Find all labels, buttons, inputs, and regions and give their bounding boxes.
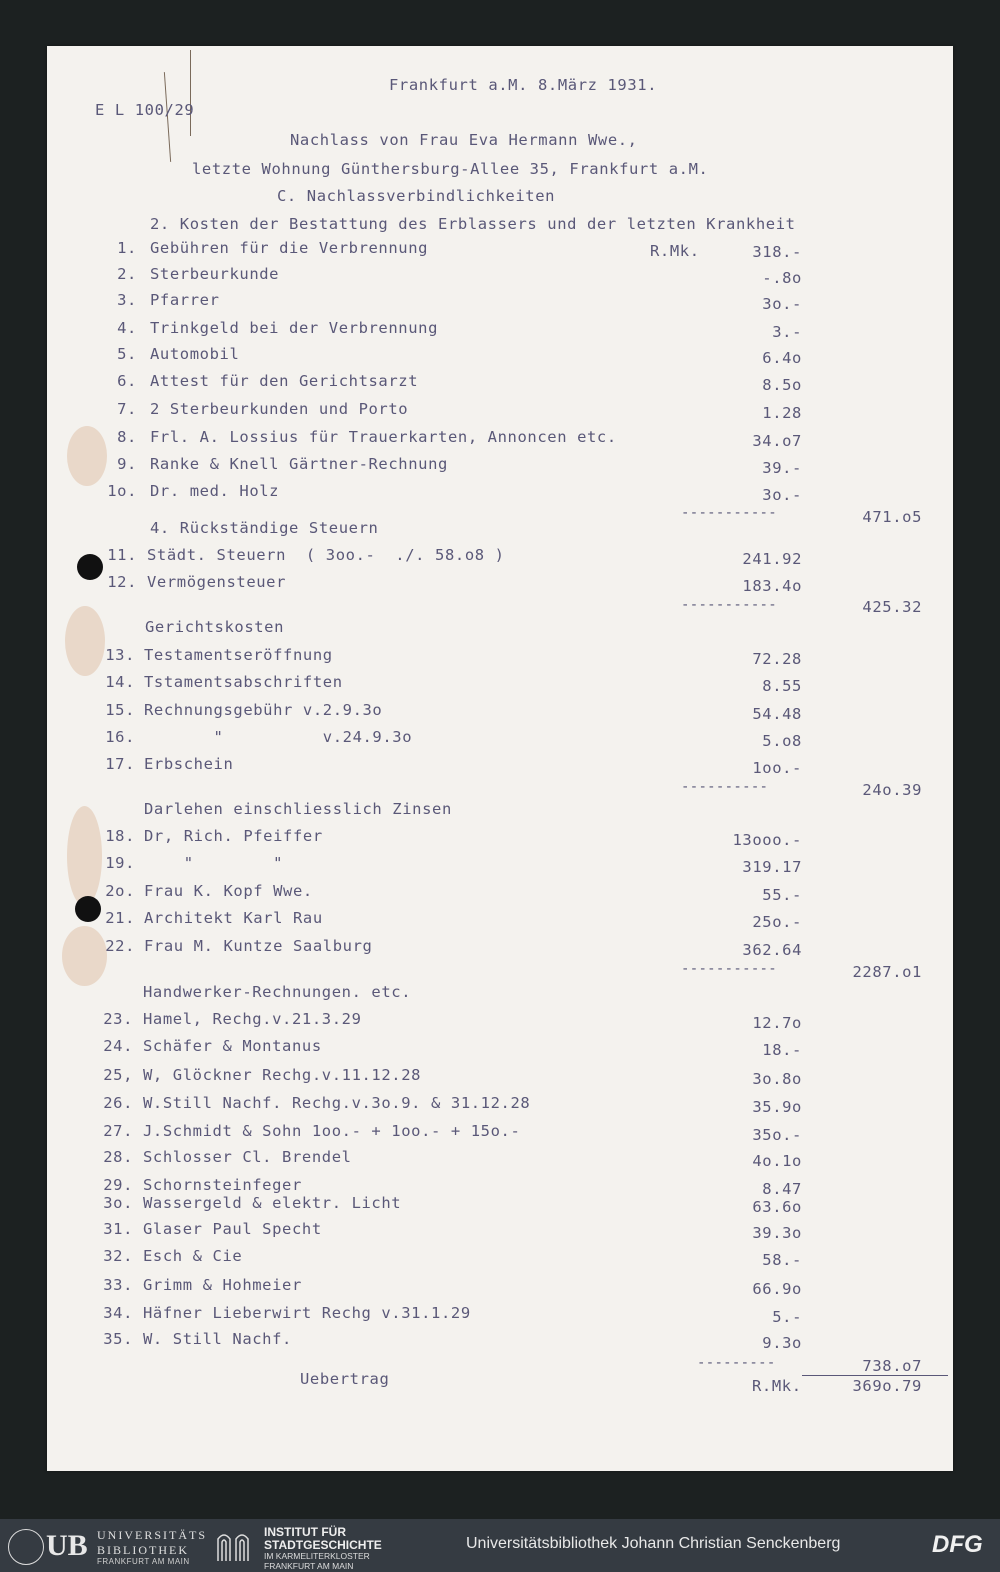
- row-description: Testamentseröffnung: [144, 646, 333, 664]
- row-amount: 3o.-: [762, 486, 802, 504]
- subtotal: 425.32: [862, 598, 922, 616]
- row-amount: 55.-: [762, 886, 802, 904]
- subsection-heading: 2. Kosten der Bestattung des Erblassers und der letzten Krankheit: [150, 215, 796, 233]
- row-amount: 241.92: [742, 550, 802, 568]
- row-description: Schäfer & Montanus: [143, 1037, 322, 1055]
- transfer-currency: R.Mk.: [752, 1377, 802, 1395]
- row-number: 7.: [117, 400, 137, 418]
- row-description: Frl. A. Lossius für Trauerkarten, Annoncen etc.: [150, 428, 617, 446]
- row-number: 2.: [117, 265, 137, 283]
- row-description: Ranke & Knell Gärtner-Rechnung: [150, 455, 448, 473]
- ub-name-1: UNIVERSITÄTS: [97, 1528, 207, 1542]
- row-number: 6.: [117, 372, 137, 390]
- row-description: Sterbeurkunde: [150, 265, 280, 283]
- row-amount: 362.64: [742, 941, 802, 959]
- institute-name-2: STADTGESCHICHTE: [264, 1538, 382, 1552]
- row-description: Pfarrer: [150, 291, 220, 309]
- row-amount: 35.9o: [752, 1098, 802, 1116]
- row-amount: 18.-: [762, 1041, 802, 1059]
- institute-logo-icon: [214, 1529, 254, 1563]
- row-amount: 25o.-: [752, 913, 802, 931]
- row-amount: 13ooo.-: [732, 831, 802, 849]
- row-number: 33.: [103, 1276, 133, 1294]
- subtotal: 24o.39: [862, 781, 922, 799]
- row-number: 31.: [103, 1220, 133, 1238]
- row-description: " v.24.9.3o: [144, 728, 413, 746]
- row-amount: 8.5o: [762, 376, 802, 394]
- row-number: 11.: [107, 546, 137, 564]
- row-number: 2o.: [105, 882, 135, 900]
- row-number: 13.: [105, 646, 135, 664]
- reference-number: E L 100/29: [95, 101, 195, 119]
- group-heading: 4. Rückständige Steuern: [150, 519, 379, 537]
- row-number: 25,: [103, 1066, 133, 1084]
- subtotal: 2287.o1: [852, 963, 922, 981]
- document-page: [47, 46, 953, 1471]
- transfer-total: 369o.79: [852, 1377, 922, 1395]
- total-underline: [802, 1375, 948, 1376]
- row-number: 4.: [117, 319, 137, 337]
- row-number: 14.: [105, 673, 135, 691]
- ub-name-3: FRANKFURT AM MAIN: [97, 1557, 190, 1566]
- row-description: Dr, Rich. Pfeiffer: [144, 827, 323, 845]
- row-number: 16.: [105, 728, 135, 746]
- row-number: 8.: [117, 428, 137, 446]
- row-amount: 318.-: [752, 243, 802, 261]
- row-description: Grimm & Hohmeier: [143, 1276, 302, 1294]
- row-description: Schlosser Cl. Brendel: [143, 1148, 352, 1166]
- row-description: Erbschein: [144, 755, 234, 773]
- row-description: 2 Sterbeurkunden und Porto: [150, 400, 409, 418]
- row-number: 23.: [103, 1010, 133, 1028]
- address-line: letzte Wohnung Günthersburg-Allee 35, Frankfurt a.M.: [192, 160, 709, 178]
- row-number: 22.: [105, 937, 135, 955]
- row-amount: 34.o7: [752, 432, 802, 450]
- sum-line: ---------: [697, 1355, 776, 1371]
- row-number: 19.: [105, 854, 135, 872]
- row-amount: 9.3o: [762, 1334, 802, 1352]
- row-amount: 3o.8o: [752, 1070, 802, 1088]
- row-amount: 3.-: [772, 323, 802, 341]
- row-number: 24.: [103, 1037, 133, 1055]
- dfg-logo: DFG: [932, 1531, 983, 1558]
- group-heading: Darlehen einschliesslich Zinsen: [144, 800, 452, 818]
- row-description: Attest für den Gerichtsarzt: [150, 372, 419, 390]
- row-description: Vermögensteuer: [147, 573, 287, 591]
- row-number: 34.: [103, 1304, 133, 1322]
- subtotal: 738.o7: [862, 1357, 922, 1375]
- row-amount: 3o.-: [762, 295, 802, 313]
- section-heading: C. Nachlassverbindlichkeiten: [277, 187, 556, 205]
- row-description: W, Glöckner Rechg.v.11.12.28: [143, 1066, 422, 1084]
- row-number: 35.: [103, 1330, 133, 1348]
- row-description: Dr. med. Holz: [150, 482, 280, 500]
- row-amount: 1oo.-: [752, 759, 802, 777]
- row-amount: 35o.-: [752, 1126, 802, 1144]
- row-amount: 72.28: [752, 650, 802, 668]
- sum-line: ----------: [681, 779, 769, 795]
- row-description: Trinkgeld bei der Verbrennung: [150, 319, 439, 337]
- sum-line: -----------: [681, 505, 778, 521]
- row-amount: 66.9o: [752, 1280, 802, 1298]
- row-number: 29.: [103, 1176, 133, 1194]
- row-number: 5.: [117, 345, 137, 363]
- row-description: J.Schmidt & Sohn 1oo.- + 1oo.- + 15o.-: [143, 1122, 521, 1140]
- row-amount: 5.-: [772, 1308, 802, 1326]
- row-number: 32.: [103, 1247, 133, 1265]
- row-description: Tstamentsabschriften: [144, 673, 343, 691]
- library-name: Universitätsbibliothek Johann Christian Senckenberg: [466, 1535, 841, 1552]
- row-number: 27.: [103, 1122, 133, 1140]
- row-number: 9.: [117, 455, 137, 473]
- row-description: " ": [144, 854, 284, 872]
- row-amount: 5.o8: [762, 732, 802, 750]
- row-number: 3o.: [103, 1194, 133, 1212]
- row-amount: 319.17: [742, 858, 802, 876]
- row-number: 28.: [103, 1148, 133, 1166]
- row-description: Häfner Lieberwirt Rechg v.31.1.29: [143, 1304, 471, 1322]
- row-amount: -.8o: [762, 269, 802, 287]
- row-amount: 54.48: [752, 705, 802, 723]
- row-description: Frau K. Kopf Wwe.: [144, 882, 313, 900]
- row-amount: 12.7o: [752, 1014, 802, 1032]
- row-description: Schornsteinfeger: [143, 1176, 302, 1194]
- row-description: Esch & Cie: [143, 1247, 243, 1265]
- row-description: Wassergeld & elektr. Licht: [143, 1194, 402, 1212]
- row-description: Hamel, Rechg.v.21.3.29: [143, 1010, 362, 1028]
- institute-name-1: INSTITUT FÜR: [264, 1525, 346, 1539]
- row-description: Gebühren für die Verbrennung: [150, 239, 429, 257]
- row-number: 26.: [103, 1094, 133, 1112]
- ub-name-2: BIBLIOTHEK: [97, 1543, 189, 1557]
- row-amount: 4o.1o: [752, 1152, 802, 1170]
- row-number: 17.: [105, 755, 135, 773]
- group-heading: Handwerker-Rechnungen. etc.: [143, 983, 412, 1001]
- row-number: 18.: [105, 827, 135, 845]
- document-title: Nachlass von Frau Eva Hermann Wwe.,: [290, 131, 638, 149]
- row-description: Rechnungsgebühr v.2.9.3o: [144, 701, 383, 719]
- row-number: 1o.: [107, 482, 137, 500]
- row-amount: 1.28: [762, 404, 802, 422]
- row-amount: 8.55: [762, 677, 802, 695]
- footer-bar: [0, 1519, 1000, 1572]
- row-amount: 183.4o: [742, 577, 802, 595]
- paper-stain: [62, 926, 107, 986]
- row-description: W.Still Nachf. Rechg.v.3o.9. & 31.12.28: [143, 1094, 531, 1112]
- row-description: Frau M. Kuntze Saalburg: [144, 937, 373, 955]
- row-description: Städt. Steuern ( 3oo.- ./. 58.o8 ): [147, 546, 505, 564]
- institute-name-4: FRANKFURT AM MAIN: [264, 1561, 354, 1571]
- row-description: W. Still Nachf.: [143, 1330, 292, 1348]
- row-number: 21.: [105, 909, 135, 927]
- subtotal: 471.o5: [862, 508, 922, 526]
- row-number: 15.: [105, 701, 135, 719]
- row-amount: 8.47: [762, 1180, 802, 1198]
- row-amount: 63.6o: [752, 1198, 802, 1216]
- ub-seal-icon: [8, 1529, 44, 1565]
- group-heading: Gerichtskosten: [145, 618, 285, 636]
- currency-label: R.Mk.: [650, 242, 700, 260]
- row-amount: 39.-: [762, 459, 802, 477]
- paper-stain: [65, 606, 105, 676]
- pencil-mark: [190, 50, 191, 136]
- institute-name-3: IM KARMELITERKLOSTER: [264, 1551, 370, 1561]
- sum-line: -----------: [681, 961, 778, 977]
- sum-line: -----------: [681, 597, 778, 613]
- row-amount: 39.3o: [752, 1224, 802, 1242]
- row-description: Architekt Karl Rau: [144, 909, 323, 927]
- transfer-label: Uebertrag: [300, 1370, 390, 1388]
- row-description: Glaser Paul Specht: [143, 1220, 322, 1238]
- row-number: 1.: [117, 239, 137, 257]
- row-number: 12.: [107, 573, 137, 591]
- row-amount: 58.-: [762, 1251, 802, 1269]
- row-description: Automobil: [150, 345, 240, 363]
- row-number: 3.: [117, 291, 137, 309]
- place-date: Frankfurt a.M. 8.März 1931.: [389, 76, 658, 94]
- row-amount: 6.4o: [762, 349, 802, 367]
- ub-logo-icon: UB: [46, 1529, 88, 1562]
